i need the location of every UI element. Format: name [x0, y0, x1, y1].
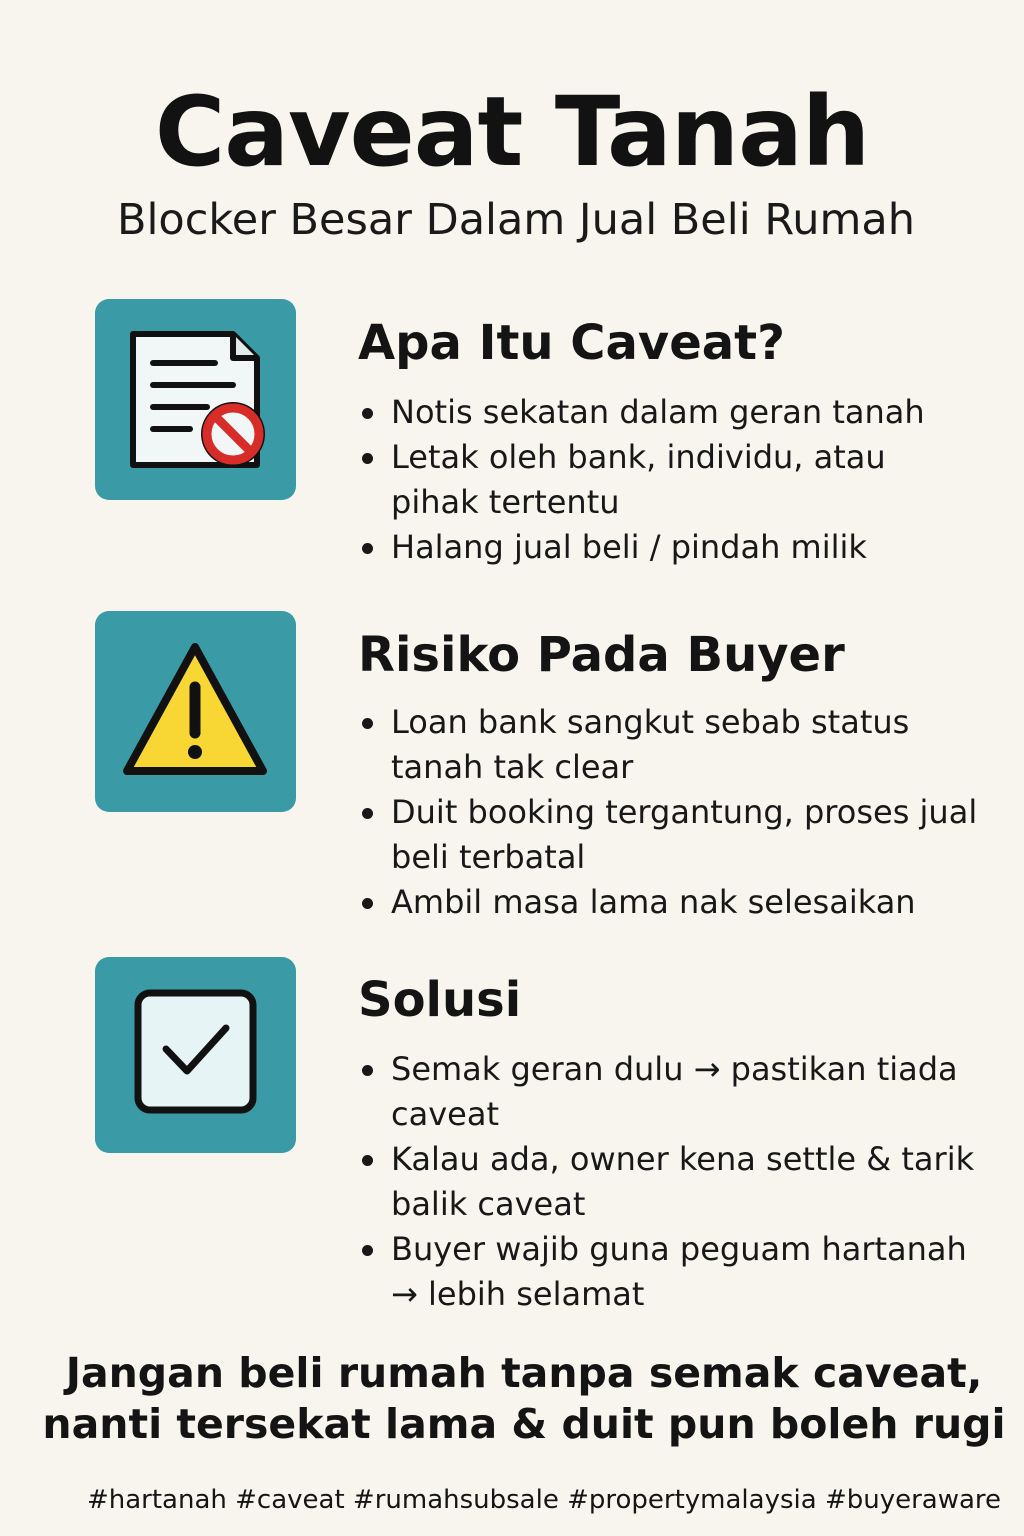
section-icon-tile	[95, 299, 296, 500]
list-item: Kalau ada, owner kena settle & tarik balik caveat	[358, 1137, 978, 1227]
bullet-list-risiko-pada-buyer	[358, 700, 978, 925]
section-icon-tile	[95, 957, 296, 1153]
list-item: Letak oleh bank, individu, atau pihak tertentu	[358, 435, 978, 525]
list-item: Notis sekatan dalam geran tanah	[358, 390, 978, 435]
bullet-list-apa-itu-caveat	[358, 390, 978, 570]
list-item: Duit booking tergantung, proses jual beli terbatal	[358, 790, 978, 880]
list-item: Loan bank sangkut sebab status tanah tak clear	[358, 700, 978, 790]
warning-icon	[95, 611, 296, 812]
list-item: Buyer wajib guna peguam hartanah → lebih selamat	[358, 1227, 978, 1317]
bullet-list-solusi	[358, 1047, 978, 1317]
section-title-solusi: Solusi	[358, 972, 522, 1028]
closing-line-1: Jangan beli rumah tanpa semak caveat,	[65, 1349, 983, 1397]
hashtags: #hartanah #caveat #rumahsubsale #propertymalaysia #buyeraware	[86, 1485, 1002, 1515]
list-item: Semak geran dulu → pastikan tiada caveat	[358, 1047, 978, 1137]
section-title-apa-itu-caveat: Apa Itu Caveat?	[358, 315, 785, 371]
list-item: Halang jual beli / pindah milik	[358, 525, 978, 570]
closing-line-2: nanti tersekat lama & duit pun boleh rugi	[42, 1400, 1006, 1448]
section-icon-tile	[95, 611, 296, 812]
closing-message	[0, 1348, 1024, 1450]
section-title-risiko-pada-buyer: Risiko Pada Buyer	[358, 627, 845, 683]
document-prohibited-icon	[95, 299, 296, 500]
page-subtitle: Blocker Besar Dalam Jual Beli Rumah	[116, 195, 916, 245]
list-item: Ambil masa lama nak selesaikan	[358, 880, 978, 925]
checkbox-checked-icon	[95, 957, 296, 1153]
page-title: Caveat Tanah	[154, 76, 870, 188]
